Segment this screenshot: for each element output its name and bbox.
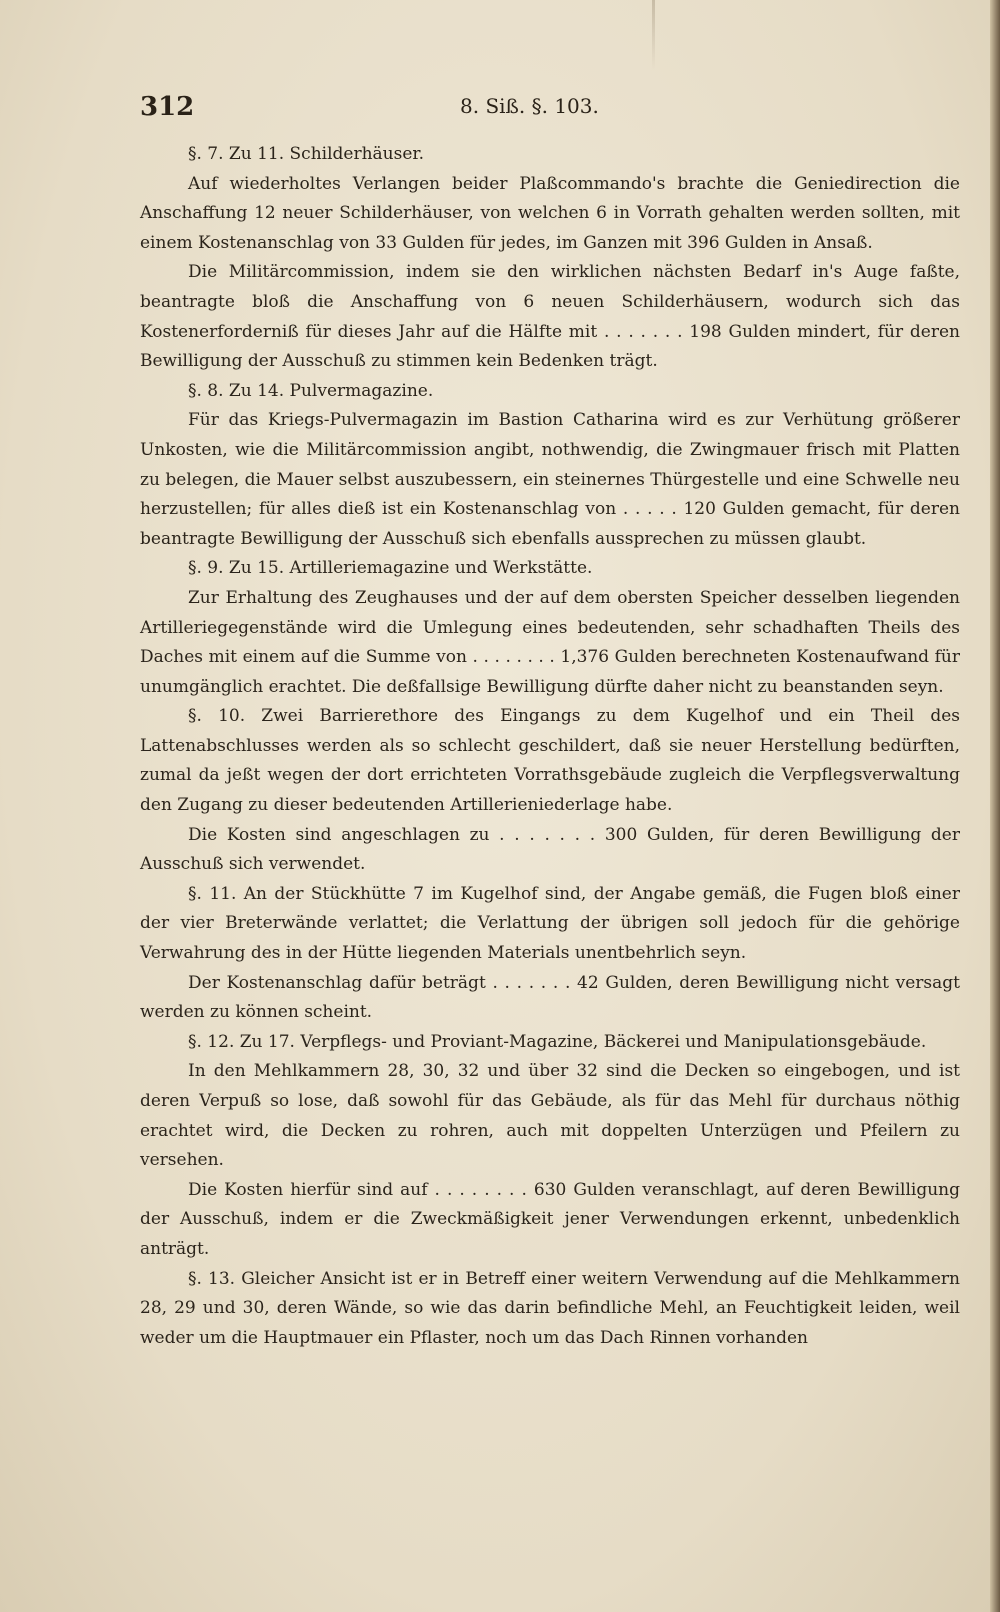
paragraph: §. 13. Gleicher Ansicht ist er in Betreff einer weitern Verwendung auf die Mehlkammern 28, 29 und 30, deren Wände, so wie das darin befindliche Mehl, an Feuchtigkeit leiden, weil weder um die Hauptmauer ein Pflaster, noch um das Dach Rinnen vorhanden xyxy=(140,1268,960,1348)
section-heading: §. 9. Zu 15. Artilleriemagazine und Werkstätte. xyxy=(188,558,593,579)
page-number: 312 xyxy=(140,92,195,122)
paragraph: Der Kostenanschlag dafür beträgt . . . . . . . 42 Gulden, deren Bewilligung nicht versagt werden zu können scheint. xyxy=(140,972,960,1023)
paragraph: Zur Erhaltung des Zeughauses und der auf dem obersten Speicher desselben liegenden Artilleriegegenstände wird die Umlegung eines bedeutenden, sehr schadhaften Theils des Daches mit einem auf die Summe von . . . . . . . . 1,376 Gulden berechneten Kostenaufwand für unumgänglich erachtet. Die deßfallsige Bewilligung dürfte daher nicht zu beanstanden seyn. xyxy=(140,587,960,697)
paragraph: Die Militärcommission, indem sie den wirklichen nächsten Bedarf in's Auge faßte, beantragte bloß die Anschaffung von 6 neuen Schilderhäusern, wodurch sich das Kostenerforderniß für dieses Jahr auf die Hälfte mit . . . . . . . 198 Gulden mindert, für deren Bewilligung der Ausschuß zu stimmen kein Bedenken trägt. xyxy=(140,262,960,372)
paper-crease xyxy=(652,0,655,70)
paragraph: In den Mehlkammern 28, 30, 32 und über 32 sind die Decken so eingebogen, und ist deren Verpuß so lose, daß sowohl für das Gebäude, als für das Mehl für durchaus nöthig erachtet wird, die Decken zu rohren, auch mit doppelten Unterzügen und Pfeilern zu versehen. xyxy=(140,1061,960,1171)
page-body xyxy=(140,140,960,1353)
section-heading: §. 8. Zu 14. Pulvermagazine. xyxy=(188,380,434,401)
paragraph: Für das Kriegs-Pulvermagazin im Bastion Catharina wird es zur Verhütung größerer Unkosten, wie die Militärcommission angibt, nothwendig, die Zwingmauer frisch mit Platten zu belegen, die Mauer selbst auszubessern, ein steinernes Thürgestelle und eine Schwelle neu herzustellen; für alles dieß ist ein Kostenanschlag von . . . . . 120 Gulden gemacht, für deren beantragte Bewilligung der Ausschuß sich ebenfalls aussprechen zu müssen glaubt. xyxy=(140,410,960,549)
page-header xyxy=(140,92,960,132)
section-heading: §. 7. Zu 11. Schilderhäuser. xyxy=(188,144,425,164)
section-heading: §. 12. Zu 17. Verpflegs- und Proviant-Magazine, Bäckerei und Manipulationsgebäude. xyxy=(188,1031,927,1052)
running-title: 8. Siß. §. 103. xyxy=(460,94,599,118)
paragraph: §. 10. Zwei Barrierethore des Eingangs zu dem Kugelhof und ein Theil des Lattenabschlusses werden als so schlecht geschildert, daß sie neuer Herstellung bedürften, zumal da jeßt wegen der dort errichteten Vorrathsgebäude zugleich die Verpflegsverwaltung den Zugang zu dieser bedeutenden Artillerieniederlage habe. xyxy=(140,706,960,816)
paragraph: Auf wiederholtes Verlangen beider Plaßcommando's brachte die Geniedirection die Anschaffung 12 neuer Schilderhäuser, von welchen 6 in Vorrath gehalten werden sollten, mit einem Kostenanschlag von 33 Gulden für jedes, im Ganzen mit 396 Gulden in Ansaß. xyxy=(140,173,960,253)
page-edge-shadow xyxy=(990,0,1000,1612)
paragraph: Die Kosten sind angeschlagen zu . . . . . . . 300 Gulden, für deren Bewilligung der Ausschuß sich verwendet. xyxy=(140,824,960,875)
paragraph: Die Kosten hierfür sind auf . . . . . . . . 630 Gulden veranschlagt, auf deren Bewilligung der Ausschuß, indem er die Zweckmäßigkeit jener Verwendungen erkennt, unbedenklich anträgt. xyxy=(140,1179,960,1259)
paragraph: §. 11. An der Stückhütte 7 im Kugelhof sind, der Angabe gemäß, die Fugen bloß einer der vier Breterwände verlattet; die Verlattung der übrigen soll jedoch für die gehörige Verwahrung des in der Hütte liegenden Materials unentbehrlich seyn. xyxy=(140,883,960,964)
